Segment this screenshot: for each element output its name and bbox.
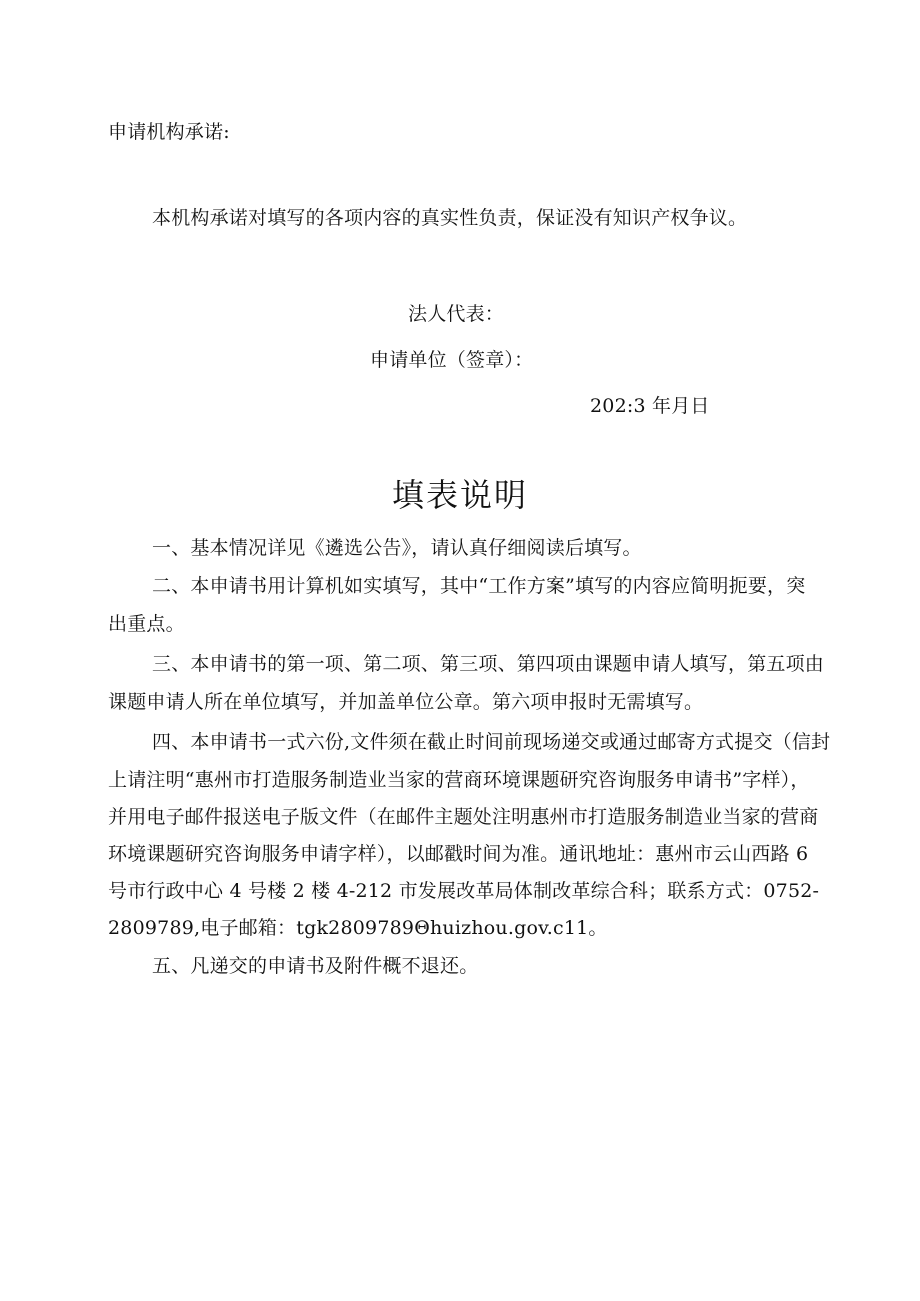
instruction-item-4-line-1: 四、本申请书一式六份,文件须在截止时间前现场递交或通过邮寄方式提交（信封 xyxy=(152,731,831,753)
legal-representative-label: 法人代表： xyxy=(408,303,505,325)
instruction-item-4-line-3: 并用电子邮件报送电子版文件（在邮件主题处注明惠州市打造服务制造业当家的营商 xyxy=(108,806,819,828)
instruction-item-4-line-4: 环境课题研究咨询服务申请字样），以邮戳时间为准。通讯地址：惠州市云山西路 6 xyxy=(108,843,809,865)
instruction-item-4-line-5: 号市行政中心 4 号楼 2 楼 4-212 市发展改革局体制改革综合科；联系方式：0752- xyxy=(108,880,820,902)
instruction-item-4-line-2: 上请注明“惠州市打造服务制造业当家的营商环境课题研究咨询服务申请书”字样）， xyxy=(108,769,810,791)
instruction-item-2-line-2: 出重点。 xyxy=(108,613,185,635)
applicant-unit-seal-label: 申请单位（签章）： xyxy=(370,349,534,371)
instruction-item-4-line-6: 2809789,电子邮箱：tgk2809789Θhuizhou.gov.c11。 xyxy=(108,917,608,939)
commitment-statement: 本机构承诺对填写的各项内容的真实性负责，保证没有知识产权争议。 xyxy=(152,207,748,229)
instruction-item-5: 五、凡递交的申请书及附件概不退还。 xyxy=(152,955,479,977)
commitment-heading: 申请机构承诺: xyxy=(108,121,230,143)
instruction-item-3-line-2: 课题申请人所在单位填写，并加盖单位公章。第六项申报时无需填写。 xyxy=(108,691,704,713)
date-line: 202:3 年月日 xyxy=(590,395,710,417)
instruction-item-1: 一、基本情况详见《遴选公告》，请认真仔细阅读后填写。 xyxy=(152,537,642,559)
instruction-item-3-line-1: 三、本申请书的第一项、第二项、第三项、第四项由课题申请人填写，第五项由 xyxy=(152,653,825,675)
instruction-item-2-line-1: 二、本申请书用计算机如实填写，其中“工作方案”填写的内容应简明扼要，突 xyxy=(152,575,806,597)
instructions-title: 填表说明 xyxy=(391,476,528,514)
